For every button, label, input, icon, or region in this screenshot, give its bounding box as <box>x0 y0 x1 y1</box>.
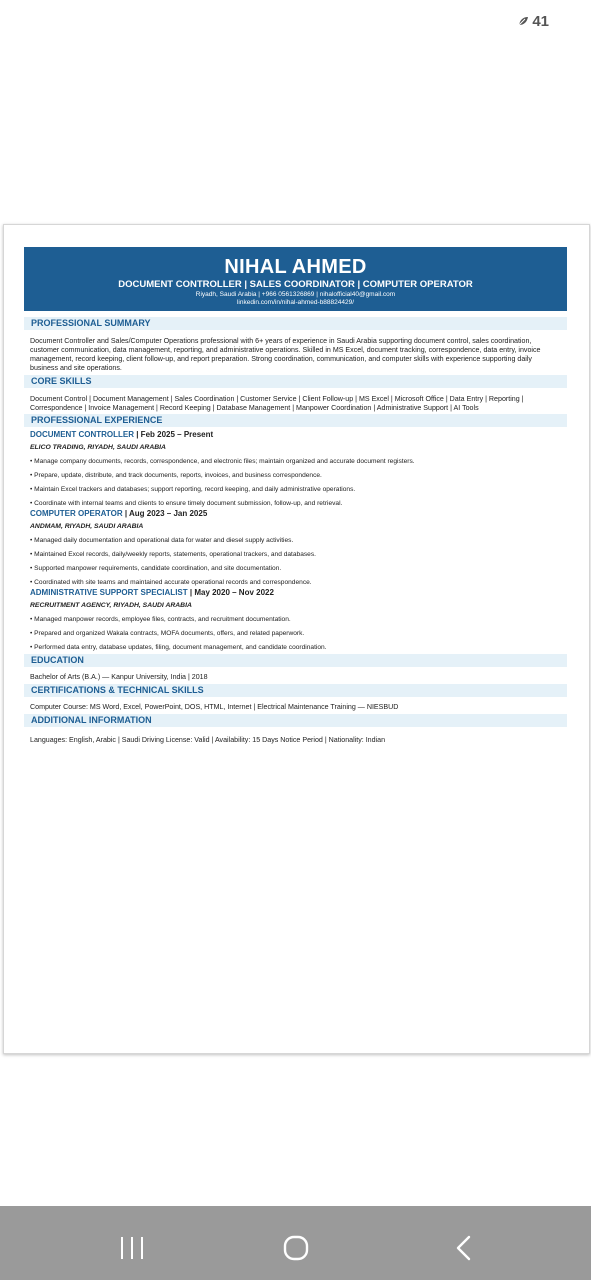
job-bullet: • Managed manpower records, employee files, contracts, and recruitment documentation. <box>30 616 291 623</box>
job-dates: | Feb 2025 – Present <box>134 430 214 439</box>
resume-linkedin: linkedin.com/in/nihal-ahmed-b88824429/ <box>236 299 355 306</box>
job-role: COMPUTER OPERATOR <box>30 509 123 518</box>
job-entry <box>24 429 567 508</box>
navigation-bar <box>0 1206 591 1280</box>
job-bullet: • Prepared and organized Wakala contracts, MOFA documents, offers, and related paperwork. <box>30 630 305 637</box>
job-dates: | Aug 2023 – Jan 2025 <box>122 509 208 518</box>
job-role: ADMINISTRATIVE SUPPORT SPECIALIST <box>30 588 188 597</box>
job-bullet: • Managed daily documentation and operational data for water and diesel supply activities. <box>30 537 294 544</box>
back-button[interactable] <box>442 1228 482 1268</box>
home-button[interactable] <box>276 1228 316 1268</box>
home-icon <box>276 1228 316 1268</box>
resume-header <box>24 247 567 311</box>
document-page[interactable] <box>3 224 590 1054</box>
recents-button[interactable] <box>112 1228 152 1268</box>
job-company: ANDMAM, RIYADH, SAUDI ARABIA <box>30 523 144 530</box>
job-bullet: • Maintain Excel trackers and databases; support reporting, record keeping, and daily administrative operations. <box>30 486 356 493</box>
status-count: 41 <box>532 12 549 30</box>
job-title <box>24 429 567 440</box>
resume-contact: Riyadh, Saudi Arabia | +966 0561326869 | nihalofficial40@gmail.com <box>195 291 396 298</box>
section-heading-additional: ADDITIONAL INFORMATION <box>24 714 567 727</box>
back-icon <box>442 1228 482 1268</box>
job-title <box>24 508 567 519</box>
job-role: DOCUMENT CONTROLLER <box>30 430 134 439</box>
status-indicator <box>518 10 549 32</box>
certifications-text: Computer Course: MS Word, Excel, PowerPoint, DOS, HTML, Internet | Electrical Maintenance Training — NIESBUD <box>30 703 399 711</box>
job-entry <box>24 587 567 652</box>
resume-name: NIHAL AHMED <box>224 256 367 278</box>
job-bullet: • Maintained Excel records, daily/weekly reports, statements, operational trackers, and databases. <box>30 551 316 558</box>
education-text: Bachelor of Arts (B.A.) — Kanpur University, India | 2018 <box>30 673 208 681</box>
job-bullet: • Coordinated with site teams and maintained accurate operational records and correspondence. <box>30 579 312 586</box>
job-bullet: • Coordinate with internal teams and clients to ensure timely document submission, follow-up, and retrieval. <box>30 500 343 507</box>
job-title <box>24 587 567 598</box>
section-heading-summary: PROFESSIONAL SUMMARY <box>24 317 567 330</box>
section-heading-experience: PROFESSIONAL EXPERIENCE <box>24 414 567 427</box>
job-company: RECRUITMENT AGENCY, RIYADH, SAUDI ARABIA <box>30 602 192 609</box>
skills-text: Document Control | Document Management | Sales Coordination | Customer Service | Client Follow-up | MS Excel | Microsoft Office | Data Entry | Reporting | Correspondence | Invoice Management | Record Keeping | Database Management | Manpower Coordination | Administrative Support | AI Tools <box>30 395 524 412</box>
job-bullet: • Performed data entry, database updates, filing, document management, and candidate coordination. <box>30 644 327 651</box>
job-bullet: • Prepare, update, distribute, and track documents, reports, invoices, and business correspondence. <box>30 472 322 479</box>
resume-content <box>24 317 567 745</box>
recents-icon <box>112 1228 152 1268</box>
resume-title: DOCUMENT CONTROLLER | SALES COORDINATOR | COMPUTER OPERATOR <box>118 279 473 290</box>
notification-leaf-icon <box>518 16 529 26</box>
job-dates: | May 2020 – Nov 2022 <box>187 588 274 597</box>
job-entry <box>24 508 567 587</box>
additional-text: Languages: English, Arabic | Saudi Driving License: Valid | Availability: 15 Days Notice Period | Nationality: Indian <box>30 736 386 744</box>
section-heading-skills: CORE SKILLS <box>24 375 567 388</box>
job-bullet: • Supported manpower requirements, candidate coordination, and site documentation. <box>30 565 282 572</box>
section-heading-education: EDUCATION <box>24 654 567 667</box>
summary-text: Document Controller and Sales/Computer Operations professional with 6+ years of experience in Saudi Arabia supporting document control, sales coordination, customer communication, data management, reporting, and administrative operations. Skilled in MS Excel, document tracking, correspondence, data entry, invoice management, record keeping, client follow-up, and report preparation. Strong coordination, communication, and computer skills with experience supporting daily business and site operations. <box>30 337 541 372</box>
job-bullet: • Manage company documents, records, correspondence, and electronic files; maintain organized and accurate document registers. <box>30 458 415 465</box>
section-heading-certifications: CERTIFICATIONS & TECHNICAL SKILLS <box>24 684 567 697</box>
job-company: ELICO TRADING, RIYADH, SAUDI ARABIA <box>30 444 166 451</box>
